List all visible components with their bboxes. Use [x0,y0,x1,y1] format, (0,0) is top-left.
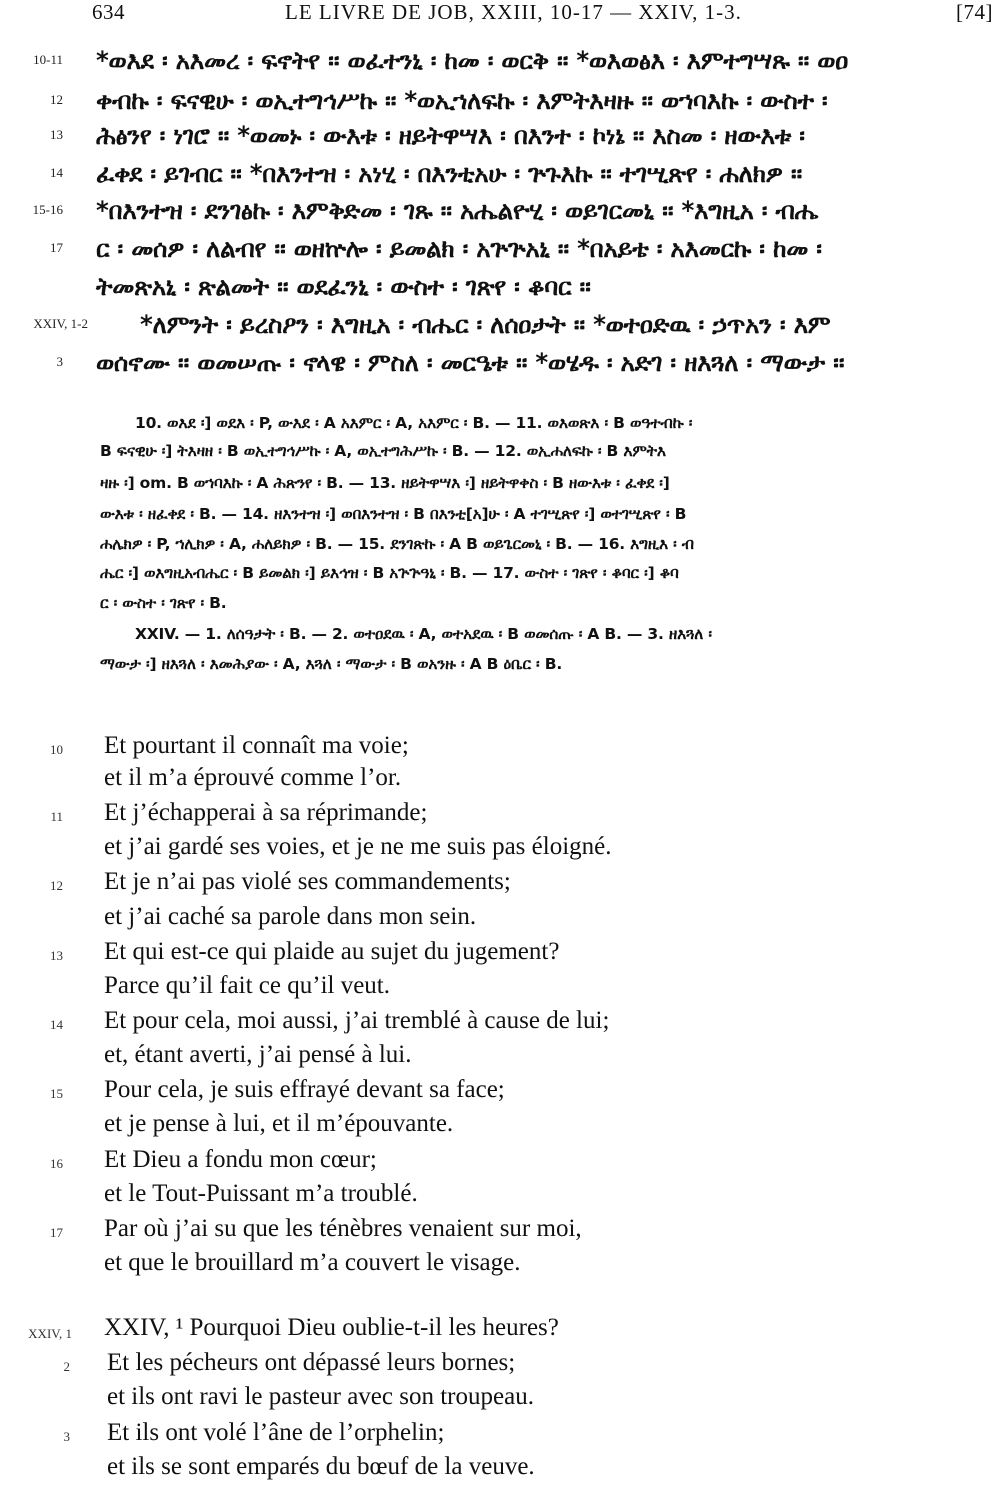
translation-line: Et je n’ai pas violé ses commandements; [104,868,511,895]
apparatus-line: XXIV. — 1. ለሰዓታት ፡ B. — 2. ወተዐደዉ ፡ A, ወተአደዉ ፡ B ወመሰጡ ፡ A B. — 3. ዘእጓለ ፡ [135,625,712,643]
page-number: 634 [92,0,125,24]
translation-line: Et ils ont volé l’âne de l’orphelin; [107,1419,445,1446]
verse-number: 13 [50,948,63,963]
verse-ref: 3 [56,354,63,369]
verse-ref: 17 [50,240,63,255]
verse-number: 16 [50,1156,63,1171]
ethiopic-line: ትመጽአኒ ፡ ጽልመት ። ወደፈንኒ ፡ ውስተ ፡ ገጽየ ፡ ቆባር ። [96,272,591,301]
apparatus-line: 10. ወእደ ፡] ወደእ ፡ P, ውእደ ፡ A አእምር ፡ A, አእምር ፡ B. — 11. ወእወጽእ ፡ B ወዓተብኩ ፡ [135,414,693,432]
apparatus-line: ሔር ፡] ወእግዚአብሔር ፡ B ይመልክ ፡] ይእኅዝ ፡ B አጕጕዓኒ ፡ B. — 17. ውስተ ፡ ገጽየ ፡ ቆባር ፡] ቆባ [100,564,679,582]
verse-number: 12 [50,878,63,893]
translation-line: Et qui est-ce qui plaide au sujet du jugement? [104,938,560,965]
verse-ref: 10-11 [33,52,63,67]
folio-number: [74] [956,0,993,24]
apparatus-line: ዛዙ ፡] om. B ወኀባእኩ ፡ A ሕጽንየ ፡ B. — 13. ዘይትዋሣእ ፡] ዘይትዋቀስ ፡ B ዘውእቱ ፡ ፈቀደ ፡] [100,474,670,492]
apparatus-line: ር ፡ ውስተ ፡ ገጽየ ፡ B. [100,594,227,612]
apparatus-line: ሐሌክዎ ፡ P, ኀሊክዎ ፡ A, ሐለይክዎ ፡ B. — 15. ደንገጽኩ ፡ A B ወይጌርመኒ ፡ B. — 16. እግዚእ ፡ ብ [100,535,694,553]
translation-line: Parce qu’il fait ce qu’il veut. [104,972,390,999]
verse-number: 11 [50,809,63,824]
ethiopic-line: ሕፅንየ ፡ ነገሮ ። *ወመኑ ፡ ውእቱ ፡ ዘይትዋሣእ ፡ በእንተ ፡ ኮነኔ ። እስመ ፡ ዘውእቱ ፡ [96,121,805,150]
verse-number: XXIV, 1 [28,1326,72,1341]
running-title: LE LIVRE DE JOB, XXIII, 10-17 — XXIV, 1-3. [285,0,742,24]
translation-line: et il m’a éprouvé comme l’or. [104,764,402,791]
verse-number: 15 [50,1086,63,1101]
verse-ref: XXIV, 1-2 [33,316,88,331]
ethiopic-line: ቀብኩ ፡ ፍናዊሁ ፡ ወኢተግኅሥኩ ። *ወኢኀለፍኩ ፡ እምትእዛዙ ። ወኀባእኩ ፡ ውስተ ፡ [96,86,828,115]
translation-line: et, étant averti, j’ai pensé à lui. [104,1041,412,1068]
translation-line: et ils ont ravi le pasteur avec son troupeau. [107,1383,534,1410]
translation-line: Et j’échapperai à sa réprimande; [104,799,428,826]
verse-number: 10 [50,742,63,757]
verse-number: 17 [50,1225,63,1240]
ethiopic-line: ፈቀደ ፡ ይገብር ። *በእንተዝ ፡ አነሂ ፡ በእንቲአሁ ፡ ጕጉእኩ ። ተገሢጽየ ፡ ሐለክዎ ። [96,159,803,188]
verse-ref: 12 [50,92,63,107]
ethiopic-line: *በእንተዝ ፡ ደንገፅኩ ፡ እምቅድመ ፡ ገጹ ። አሔልዮሂ ፡ ወይገርመኒ ። *እግዚአ ፡ ብሔ [96,196,819,225]
translation-line: Pour cela, je suis effrayé devant sa face; [104,1076,505,1103]
verse-ref: 15-16 [32,202,63,217]
verse-number: 2 [63,1359,70,1374]
translation-line: Et pour cela, moi aussi, j’ai tremblé à cause de lui; [104,1007,610,1034]
apparatus-line: ውእቱ ፡ ዘፈቀደ ፡ B. — 14. ዘእንተዝ ፡] ወበእንተዝ ፡ B በእንቲ[አ]ሁ ፡ A ተገሢጽየ ፡] ወተገሢጽየ ፡ B [100,505,687,523]
verse-number: 14 [50,1017,63,1032]
translation-line: Et Dieu a fondu mon cœur; [104,1146,377,1173]
translation-line: et j’ai caché sa parole dans mon sein. [104,903,477,930]
ethiopic-line: ወሰኖሙ ። ወመሠጡ ፡ ኖላዌ ፡ ምስለ ፡ መርዔቱ ። *ወሄዱ ፡ አድገ ፡ ዘእጓለ ፡ ማውታ ። [96,348,845,377]
verse-ref: 14 [50,165,63,180]
verse-ref: 13 [50,127,63,142]
translation-line: et le Tout-Puissant m’a troublé. [104,1180,418,1207]
translation-line: et ils se sont emparés du bœuf de la veuve. [107,1453,535,1480]
translation-line: Et les pécheurs ont dépassé leurs bornes; [107,1349,516,1376]
translation-line: Par où j’ai su que les ténèbres venaient sur moi, [104,1215,582,1242]
ethiopic-line: ር ፡ መሰዎ ፡ ለልብየ ። ወዘኵሎ ፡ ይመልክ ፡ አጕጕአኒ ። *በአይቴ ፡ አእመርኩ ፡ ከመ ፡ [96,234,822,263]
translation-line: XXIV, ¹ Pourquoi Dieu oublie-t-il les heures? [104,1314,559,1341]
translation-line: et j’ai gardé ses voies, et je ne me suis pas éloigné. [104,833,612,860]
verse-number: 3 [63,1429,70,1444]
translation-line: et je pense à lui, et il m’épouvante. [104,1110,454,1137]
apparatus-line: ማውታ ፡] ዘእጓለ ፡ እመሕያው ፡ A, እጓለ ፡ ማውታ ፡ B ወአንዙ ፡ A B ዕቤር ፡ B. [100,655,563,673]
ethiopic-line: *ወእደ ፡ አእመረ ፡ ፍኖትየ ። ወፈተንኒ ፡ ከመ ፡ ወርቅ ። *ወእወፅእ ፡ እምተግሣጹ ። ወዐ [96,46,849,75]
ethiopic-line: *ለምንት ፡ ይረስዖን ፡ እግዚአ ፡ ብሔር ፡ ለሰዐታት ። *ወተዐድዉ ፡ ኃጥአን ፡ እም [140,310,831,339]
translation-line: Et pourtant il connaît ma voie; [104,732,409,759]
apparatus-line: B ፍናዊሁ ፡] ትእዛዘ ፡ B ወኢተግኅሥኩ ፡ A, ወኢተግሕሥኩ ፡ B. — 12. ወኢሐለፍኩ ፡ B እምትእ [100,442,666,460]
translation-line: et que le brouillard m’a couvert le visage. [104,1249,521,1276]
